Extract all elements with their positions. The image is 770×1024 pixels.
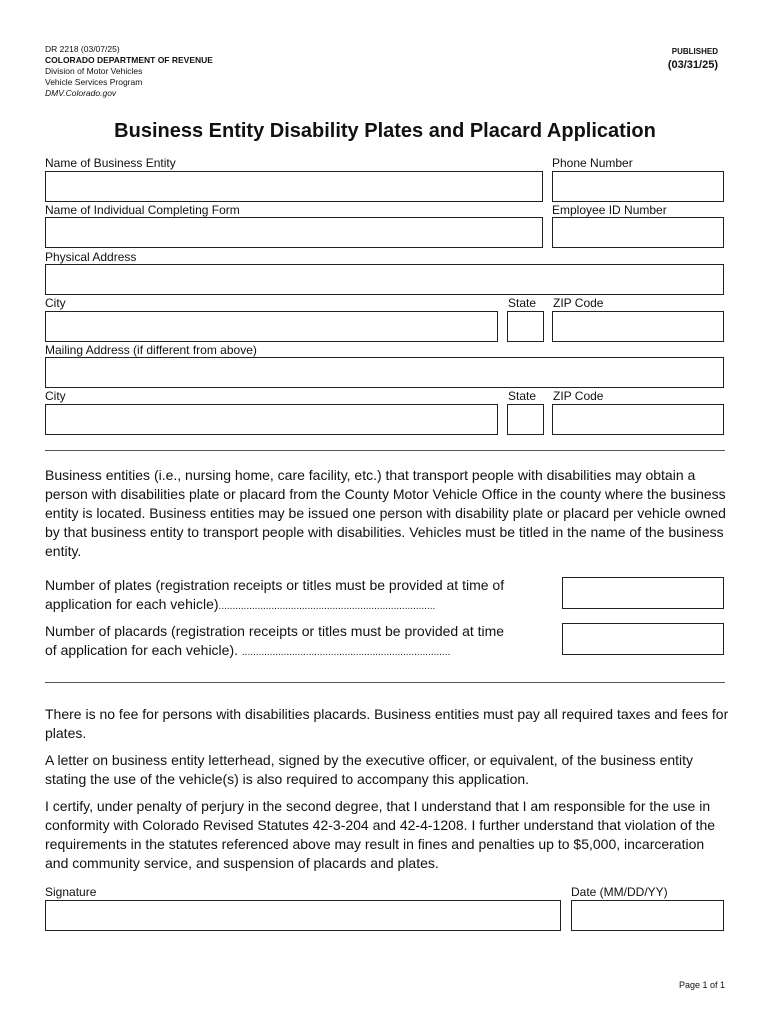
page-title: Business Entity Disability Plates and Placard Application [114, 120, 656, 142]
plates-question [45, 576, 550, 616]
placards-question-line2: of application for each vehicle). [45, 642, 242, 658]
placards-question [45, 622, 550, 662]
plates-leader-dots: .............................................................................. [218, 601, 436, 612]
mailing-state-input[interactable] [507, 404, 544, 435]
phone-label: Phone Number [552, 156, 633, 170]
mailing-zip-input[interactable] [552, 404, 724, 435]
mailing-city-input[interactable] [45, 404, 498, 435]
department-name: COLORADO DEPARTMENT OF REVENUE [45, 55, 213, 65]
state-input[interactable] [507, 311, 544, 342]
mailing-state-label: State [508, 389, 537, 403]
division-name: Division of Motor Vehicles [45, 66, 143, 76]
form-header [45, 44, 213, 99]
physical-address-label: Physical Address [45, 250, 137, 264]
published-block [668, 47, 718, 71]
intro-text: Business entities (i.e., nursing home, care facility, etc.) that transport people with disabilities may obtain a person with disabilities plate or placard from the County Motor Vehicle Office in the county where the business entity is located. Business entities may be issued one person with disability plate or placard per vehicle owned by that business entity to transport people with disabilities. Vehicles must be titled in the name of the business entity. [45, 467, 726, 559]
phone-input[interactable] [552, 171, 724, 202]
intro-paragraph [45, 466, 730, 569]
signature-input[interactable] [45, 900, 561, 931]
individual-name-label: Name of Individual Completing Form [45, 203, 240, 217]
section-divider [45, 450, 725, 451]
zip-label: ZIP Code [553, 296, 604, 310]
state-label: State [508, 296, 537, 310]
placards-question-line1: Number of placards (registration receipts or titles must be provided at time [45, 623, 505, 639]
mailing-address-label: Mailing Address (if different from above) [45, 343, 257, 357]
program-name: Vehicle Services Program [45, 77, 143, 87]
city-label: City [45, 296, 66, 310]
placards-count-input[interactable] [562, 623, 724, 655]
placards-leader-dots: ........................................................................... [241, 647, 451, 658]
fee-note: There is no fee for persons with disabilities placards. Business entities must pay all required taxes and fees for plates. [45, 706, 729, 741]
mailing-zip-label: ZIP Code [553, 389, 604, 403]
plates-question-line2: application for each vehicle) [45, 596, 219, 612]
notes-block [45, 705, 730, 881]
letter-note: A letter on business entity letterhead, signed by the executive officer, or equivalent, of the business entity stating the use of the vehicle(s) is also required to accompany this application. [45, 752, 694, 787]
page-number: Page 1 of 1 [678, 980, 725, 990]
section-divider-2 [45, 682, 725, 683]
plates-question-line1: Number of plates (registration receipts or titles must be provided at time of [45, 577, 505, 593]
published-label: PUBLISHED [671, 47, 718, 56]
plates-count-input[interactable] [562, 577, 724, 609]
business-name-label: Name of Business Entity [45, 156, 176, 170]
website: DMV.Colorado.gov [45, 88, 117, 98]
date-label: Date (MM/DD/YY) [571, 885, 668, 899]
mailing-city-label: City [45, 389, 66, 403]
city-input[interactable] [45, 311, 498, 342]
date-input[interactable] [571, 900, 724, 931]
individual-name-input[interactable] [45, 217, 543, 248]
certification-text: I certify, under penalty of perjury in the second degree, that I understand that I am responsible for the use in conformity with Colorado Revised Statutes 42-3-204 and 42-4-1208. I further understand that violation of the requirements in the statutes referenced above may result in fines and penalties up to $5,000, incarceration and community service, and suspension of placards and plates. [45, 798, 716, 871]
mailing-address-input[interactable] [45, 357, 724, 388]
form-number: DR 2218 (03/07/25) [45, 44, 120, 54]
zip-input[interactable] [552, 311, 724, 342]
employee-id-label: Employee ID Number [552, 203, 667, 217]
published-date: (03/31/25) [667, 59, 718, 71]
physical-address-input[interactable] [45, 264, 724, 295]
business-name-input[interactable] [45, 171, 543, 202]
signature-label: Signature [45, 885, 97, 899]
employee-id-input[interactable] [552, 217, 724, 248]
